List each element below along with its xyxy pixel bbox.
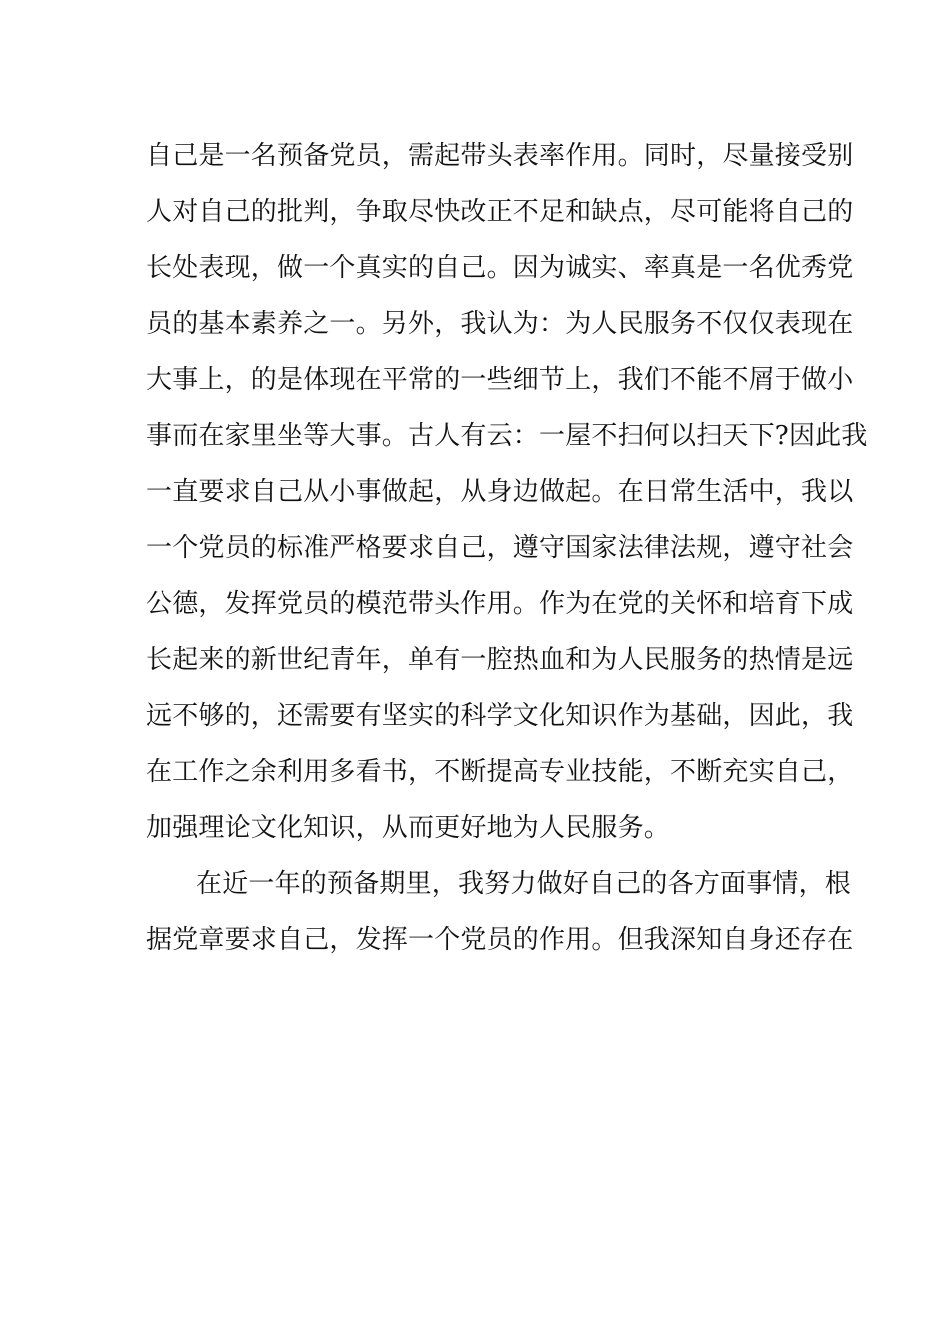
text-line: 加强理论文化知识，从而更好地为人民服务。	[146, 813, 671, 843]
text-line: 在工作之余利用多看书，不断提高专业技能，不断充实自己，	[146, 757, 854, 787]
text-line: 员的基本素养之一。另外，我认为：为人民服务不仅仅表现在	[146, 309, 854, 339]
text-line: 长处表现，做一个真实的自己。因为诚实、率真是一名优秀党	[146, 253, 854, 283]
text-line: 大事上，的是体现在平常的一些细节上，我们不能不屑于做小	[146, 365, 854, 395]
text-line: 一个党员的标准严格要求自己，遵守国家法律法规，遵守社会	[146, 533, 854, 563]
text-line: 自己是一名预备党员，需起带头表率作用。同时，尽量接受别	[146, 141, 854, 171]
text-line: 长起来的新世纪青年，单有一腔热血和为人民服务的热情是远	[146, 645, 854, 675]
text-line: 远不够的，还需要有坚实的科学文化知识作为基础，因此，我	[146, 701, 854, 731]
body-text	[146, 128, 868, 968]
text-line: 公德，发挥党员的模范带头作用。作为在党的关怀和培育下成	[146, 589, 854, 619]
paragraph-start-line: 在近一年的预备期里，我努力做好自己的各方面事情，根	[196, 869, 852, 899]
text-line: 人对自己的批判，争取尽快改正不足和缺点，尽可能将自己的	[146, 197, 854, 227]
text-line: 事而在家里坐等大事。古人有云：一屋不扫何以扫天下?因此我	[146, 421, 868, 451]
text-line: 据党章要求自己，发挥一个党员的作用。但我深知自身还存在	[146, 925, 854, 955]
text-line: 一直要求自己从小事做起，从身边做起。在日常生活中，我以	[146, 477, 854, 507]
